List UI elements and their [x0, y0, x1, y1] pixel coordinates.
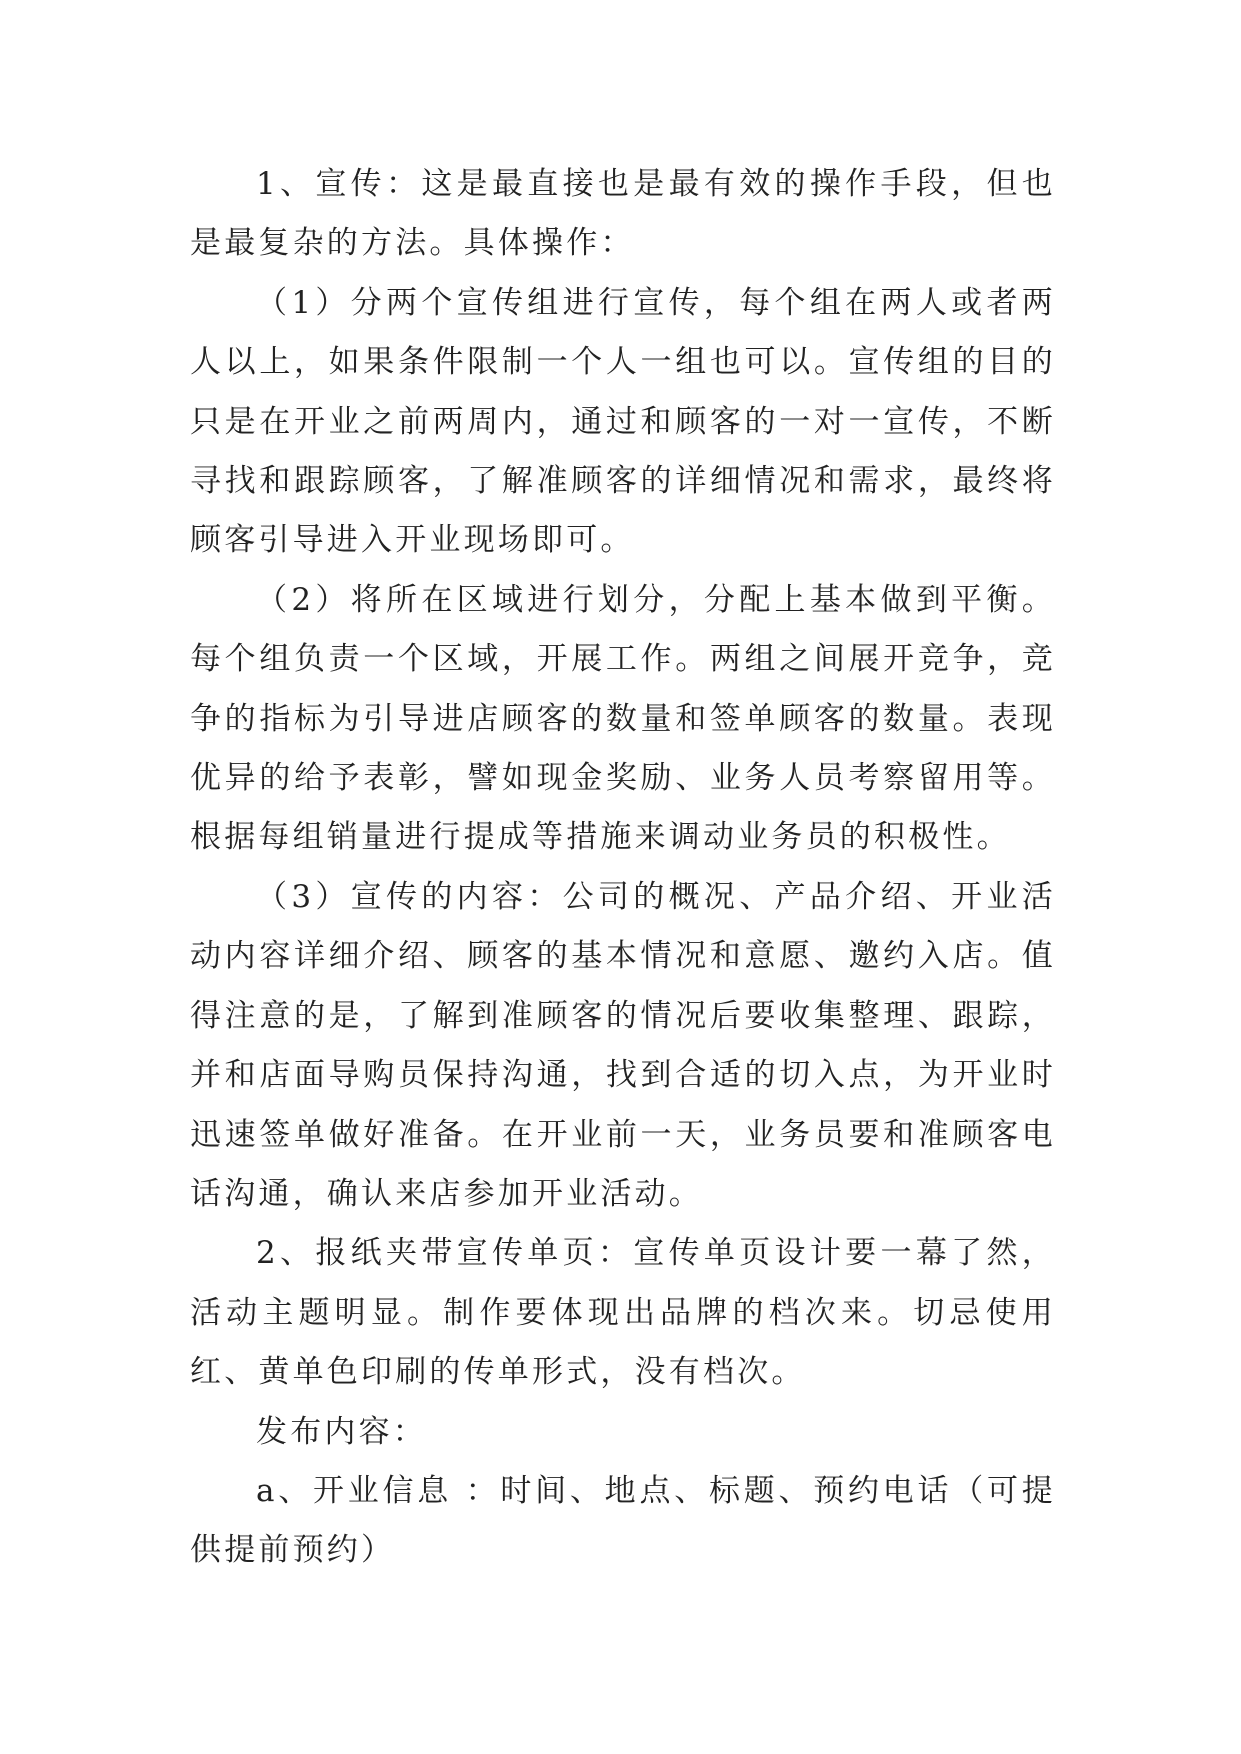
paragraph-item-3: （3）宣传的内容：公司的概况、产品介绍、开业活动内容详细介绍、顾客的基本情况和意愿、邀约入店。值得注意的是，了解到准顾客的情况后要收集整理、跟踪，并和店面导购员保持沟通，找到合适的切入点，为开业时迅速签单做好准备。在开业前一天，业务员要和准顾客电话沟通，确认来店参加开业活动。 [190, 878, 1056, 1212]
paragraph-publish-content: 发布内容： [256, 1413, 427, 1450]
document-body [190, 155, 1056, 1581]
paragraph-publicity: 1、宣传：这是最直接也是最有效的操作手段，但也是最复杂的方法。具体操作： [190, 166, 1056, 262]
paragraph-newspaper-flyer: 2、报纸夹带宣传单页：宣传单页设计要一幕了然，活动主题明显。制作要体现出品牌的档次来。切忌使用红、黄单色印刷的传单形式，没有档次。 [190, 1235, 1056, 1391]
paragraph-item-2: （2）将所在区域进行划分，分配上基本做到平衡。每个组负责一个区域，开展工作。两组之间展开竞争，竞争的指标为引导进店顾客的数量和签单顾客的数量。表现优异的给予表彰，譬如现金奖励、业务人员考察留用等。根据每组销量进行提成等措施来调动业务员的积极性。 [190, 581, 1056, 856]
paragraph-opening-info: a、开业信息 ：时间、地点、标题、预约电话（可提供提前预约） [190, 1472, 1056, 1569]
paragraph-item-1: （1）分两个宣传组进行宣传，每个组在两人或者两人以上，如果条件限制一个人一组也可以。宣传组的目的只是在开业之前两周内，通过和顾客的一对一宣传，不断寻找和跟踪顾客，了解准顾客的详细情况和需求，最终将顾客引导进入开业现场即可。 [190, 284, 1056, 559]
